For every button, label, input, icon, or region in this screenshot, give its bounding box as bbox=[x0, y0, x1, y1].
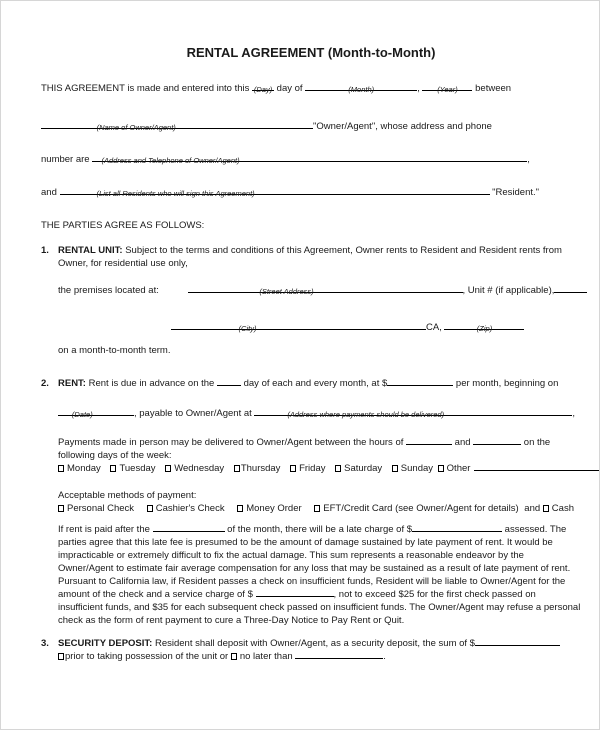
day-wednesday-label: Wednesday bbox=[174, 463, 225, 474]
residents-label: (List all Residents who will sign this Agreement) bbox=[96, 189, 255, 198]
section-rental-unit bbox=[41, 244, 581, 377]
delivery-line-1 bbox=[58, 436, 581, 449]
method-cash-label: Cash bbox=[551, 503, 574, 514]
day-saturday-label: Saturday bbox=[344, 463, 383, 474]
rent-amount-blank[interactable] bbox=[387, 378, 453, 386]
unit-text: , Unit # (if applicable), bbox=[462, 285, 555, 296]
payable-text: , payable to Owner/Agent at bbox=[134, 408, 252, 419]
prior-possession-label: prior to taking possession of the unit or bbox=[65, 651, 229, 662]
intro-comma: , bbox=[417, 83, 420, 94]
rent-day-blank[interactable] bbox=[217, 378, 241, 386]
day-other-label: Other bbox=[446, 463, 471, 474]
document-title: RENTAL AGREEMENT (Month-to-Month) bbox=[186, 45, 436, 60]
method-eft-label: EFT/Credit Card (see Owner/Agent for details) bbox=[323, 503, 519, 514]
checkbox-money-order[interactable] bbox=[237, 505, 243, 512]
method-cashiers-check-label: Cashier's Check bbox=[155, 503, 225, 514]
parties-heading: THE PARTIES AGREE AS FOLLOWS: bbox=[41, 220, 205, 231]
resident-suffix-text: "Resident." bbox=[492, 187, 540, 198]
month-blank[interactable] bbox=[305, 83, 417, 94]
item-2-number: 2. bbox=[41, 378, 49, 389]
date-label: (Date) bbox=[71, 410, 93, 419]
security-deposit-line-1 bbox=[58, 637, 581, 650]
checkbox-no-later-than[interactable] bbox=[231, 653, 237, 660]
zip-label: (Zip) bbox=[476, 324, 493, 333]
rent-heading: RENT: bbox=[58, 378, 86, 389]
term-line: on a month-to-month term. bbox=[58, 345, 171, 356]
owner-address-label: (Address and Telephone of Owner/Agent) bbox=[101, 156, 240, 165]
rent-line-1 bbox=[58, 377, 581, 390]
section-security-deposit bbox=[41, 637, 581, 663]
checkbox-prior-possession[interactable] bbox=[58, 653, 64, 660]
late-text-1: If rent is paid after the bbox=[58, 524, 150, 535]
checkbox-thursday[interactable] bbox=[234, 465, 240, 472]
security-deposit-body: Resident shall deposit with Owner/Agent, as a security deposit, the sum of $ bbox=[154, 638, 475, 649]
rent-line-2-comma: , bbox=[572, 408, 576, 419]
street-address-label: (Street Address) bbox=[259, 287, 314, 296]
delivery-line-2: following days of the week: bbox=[58, 450, 172, 461]
deposit-amount-blank[interactable] bbox=[475, 638, 560, 646]
rental-unit-body: Subject to the terms and conditions of this Agreement, Owner rents to Resident and Resident rents from Owner, for residential use only, bbox=[58, 245, 562, 269]
residents-line bbox=[41, 186, 581, 199]
premises-prefix: the premises located at: bbox=[58, 285, 159, 296]
checkbox-tuesday[interactable] bbox=[110, 465, 116, 472]
section-rent bbox=[41, 377, 581, 637]
checkbox-wednesday[interactable] bbox=[165, 465, 171, 472]
rental-unit-paragraph bbox=[58, 244, 581, 270]
day-thursday-label: Thursday bbox=[240, 463, 281, 474]
intro-line-1 bbox=[41, 82, 581, 95]
item-3-number: 3. bbox=[41, 638, 49, 649]
late-text-3: assessed. The parties agree that this late fee is presumed to be the amount of damage sustained by late payment of rent. It would be impracticable or extremely difficult to fix the actual damage. This sum represents a reasonable endeavor by the Owner/Agent to estimate fair average compensation for any loss that may be sustained as a result of late payment of rent. Pursuant to California law, if Resident passes a check on insufficient funds, Resident will be liable to Owner/Agent for the amount of the check and a service charge of $ bbox=[58, 524, 571, 600]
intro-text-2: day of bbox=[276, 83, 303, 94]
delivery-and: and bbox=[454, 437, 471, 448]
checkbox-monday[interactable] bbox=[58, 465, 64, 472]
checkbox-eft-credit-card[interactable] bbox=[314, 505, 320, 512]
year-blank[interactable] bbox=[422, 83, 472, 94]
late-text-2: of the month, there will be a late charge of $ bbox=[227, 524, 413, 535]
street-address-blank[interactable] bbox=[188, 285, 463, 296]
intro-text-3: between bbox=[475, 83, 512, 94]
day-monday-label: Monday bbox=[67, 463, 101, 474]
security-deposit-heading: SECURITY DEPOSIT: bbox=[58, 638, 153, 649]
checkbox-friday[interactable] bbox=[290, 465, 296, 472]
city-blank[interactable] bbox=[171, 322, 426, 333]
payment-methods-row bbox=[58, 502, 581, 515]
premises-line bbox=[58, 284, 581, 297]
owner-address-blank[interactable] bbox=[92, 154, 527, 165]
owner-name-label: (Name of Owner/Agent) bbox=[96, 123, 176, 132]
intro-text-1: THIS AGREEMENT is made and entered into this bbox=[41, 83, 250, 94]
rent-text-1: Rent is due in advance on the bbox=[88, 378, 215, 389]
unit-number-blank[interactable] bbox=[554, 285, 587, 293]
state-text: CA, bbox=[426, 322, 442, 333]
day-label: (Day) bbox=[253, 85, 273, 94]
rent-text-2: day of each and every month, at $ bbox=[243, 378, 388, 389]
payments-address-blank[interactable] bbox=[254, 408, 572, 419]
no-later-than-label: no later than bbox=[239, 651, 293, 662]
methods-heading: Acceptable methods of payment: bbox=[58, 490, 197, 501]
item-1-number: 1. bbox=[41, 245, 49, 256]
method-money-order-label: Money Order bbox=[246, 503, 302, 514]
delivery-text-2: on the bbox=[523, 437, 551, 448]
zip-blank[interactable] bbox=[444, 322, 524, 333]
checkbox-cash[interactable] bbox=[543, 505, 549, 512]
late-day-blank[interactable] bbox=[153, 524, 225, 532]
day-sunday-label: Sunday bbox=[400, 463, 434, 474]
day-tuesday-label: Tuesday bbox=[119, 463, 156, 474]
rental-unit-heading: RENTAL UNIT: bbox=[58, 245, 123, 256]
checkbox-saturday[interactable] bbox=[335, 465, 341, 472]
residents-blank[interactable] bbox=[60, 187, 490, 198]
service-charge-blank[interactable] bbox=[256, 589, 334, 597]
rent-text-3: per month, beginning on bbox=[455, 378, 559, 389]
month-label: (Month) bbox=[348, 85, 375, 94]
city-label: (City) bbox=[238, 324, 257, 333]
owner-suffix-text: "Owner/Agent", whose address and phone bbox=[313, 121, 492, 132]
and-text: and bbox=[41, 187, 57, 198]
checkbox-personal-check[interactable] bbox=[58, 505, 64, 512]
late-charge-paragraph bbox=[58, 523, 581, 627]
number-are-text: number are bbox=[41, 154, 90, 165]
year-label: (Year) bbox=[437, 85, 458, 94]
rent-line-2 bbox=[58, 407, 581, 420]
rent-start-date-blank[interactable] bbox=[58, 408, 134, 419]
city-line bbox=[58, 321, 581, 334]
day-blank[interactable] bbox=[252, 83, 274, 94]
payment-days-row bbox=[58, 462, 581, 475]
deposit-deadline-blank[interactable] bbox=[295, 651, 383, 659]
methods-and-text: and bbox=[524, 503, 541, 514]
hours-to-blank[interactable] bbox=[473, 437, 521, 445]
late-text-4: , not to exceed $25 for the first check passed on insufficient funds, and $35 for each subsequent check passed on insufficient funds. The Owner/Agent may refuse a personal check as the form of rent payment to cure a Three-Day Notice to Pay Rent or Quit. bbox=[58, 589, 581, 626]
security-deposit-line-2 bbox=[58, 650, 581, 663]
owner-name-line bbox=[41, 120, 581, 133]
checkbox-cashiers-check[interactable] bbox=[147, 505, 153, 512]
checkbox-other-days[interactable] bbox=[438, 465, 444, 472]
payments-address-label: (Address where payments should be delivered) bbox=[287, 410, 445, 419]
method-personal-check-label: Personal Check bbox=[67, 503, 135, 514]
owner-name-blank[interactable] bbox=[41, 121, 313, 132]
hours-from-blank[interactable] bbox=[406, 437, 452, 445]
owner-address-comma: , bbox=[527, 154, 530, 165]
late-fee-blank[interactable] bbox=[412, 524, 502, 532]
delivery-text-1: Payments made in person may be delivered to Owner/Agent between the hours of bbox=[58, 437, 404, 448]
other-days-blank[interactable] bbox=[474, 463, 600, 471]
day-friday-label: Friday bbox=[299, 463, 326, 474]
security-deposit-period: . bbox=[383, 651, 386, 662]
owner-address-line bbox=[41, 153, 581, 166]
checkbox-sunday[interactable] bbox=[392, 465, 398, 472]
